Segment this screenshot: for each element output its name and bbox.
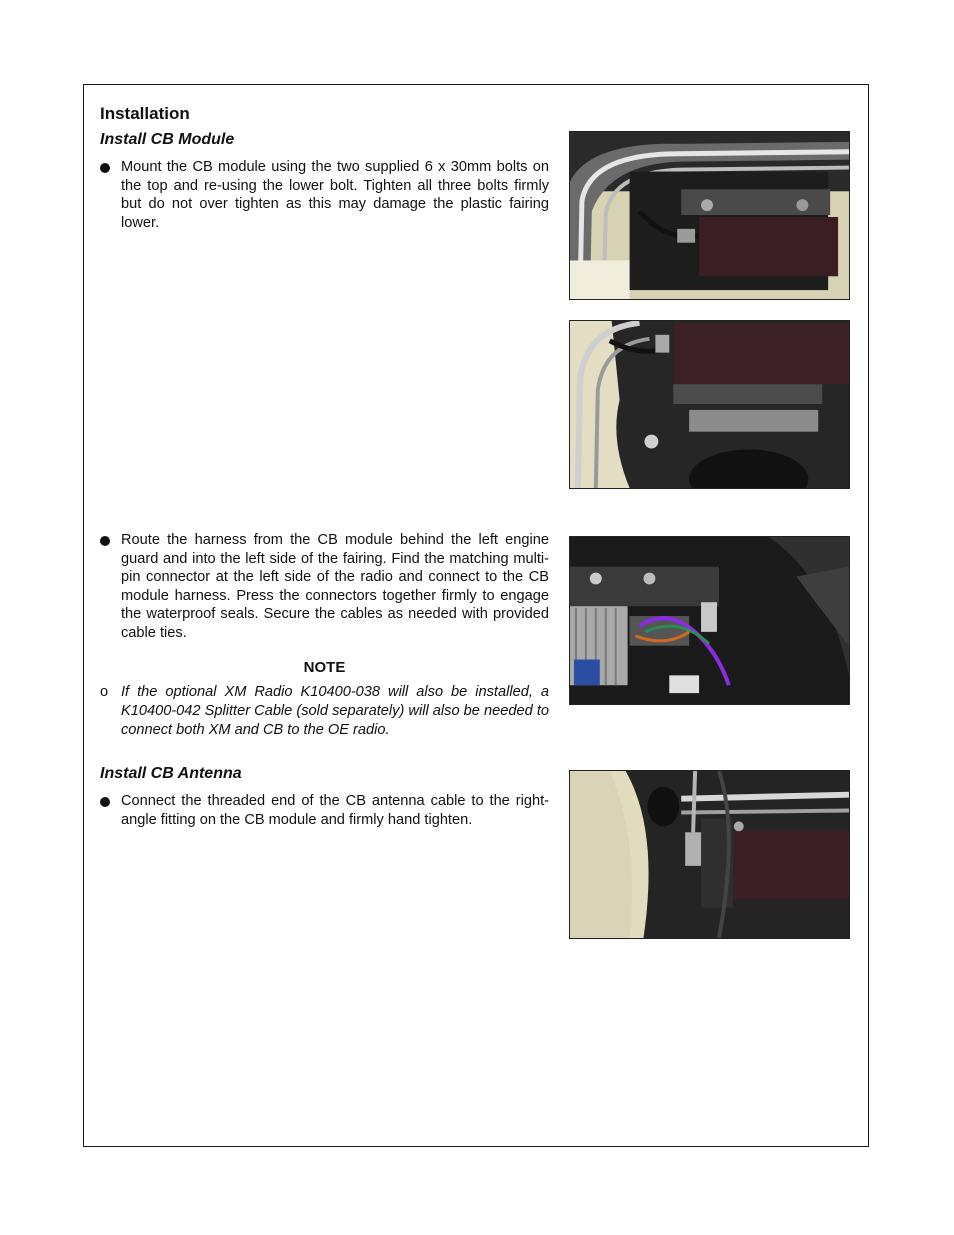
list-item <box>100 158 549 232</box>
bullet-icon <box>100 163 110 173</box>
note-title: NOTE <box>303 659 346 676</box>
photo-harness-connector <box>569 536 850 705</box>
bullet-icon <box>100 536 110 546</box>
note-item <box>100 683 549 740</box>
note-marker: o <box>100 684 109 700</box>
photo-antenna-fitting <box>569 770 850 939</box>
list-item <box>100 531 549 643</box>
bullet-icon <box>100 797 110 807</box>
photo-cb-module-top <box>569 131 850 300</box>
list-item <box>100 792 549 829</box>
page-title: Installation <box>100 104 190 123</box>
bullet-text: Mount the CB module using the two supplied 6 x 30mm bolts on the top and re-using the lower bolt. Tighten all three bolts firmly but do not over tighten as this may damage the plastic fairing lower. <box>121 159 549 231</box>
bullet-text: Route the harness from the CB module behind the left engine guard and into the left side of the fairing. Find the matching multi-pin connector at the left side of the radio and connect to the CB module harness. Press the connectors together firmly to engage the waterproof seals. Secure the cables as needed with provided cable ties. <box>121 532 549 641</box>
photo-cb-module-lower <box>569 320 850 489</box>
bullet-text: Connect the threaded end of the CB antenna cable to the right-angle fitting on the CB module and firmly hand tighten. <box>121 793 549 828</box>
section-title-cb-antenna: Install CB Antenna <box>100 765 242 782</box>
note-text: If the optional XM Radio K10400-038 will also be installed, a K10400-042 Splitter Cable (sold separately) will also be needed to connect both XM and CB to the OE radio. <box>121 684 549 738</box>
section-title-cb-module: Install CB Module <box>100 131 235 148</box>
